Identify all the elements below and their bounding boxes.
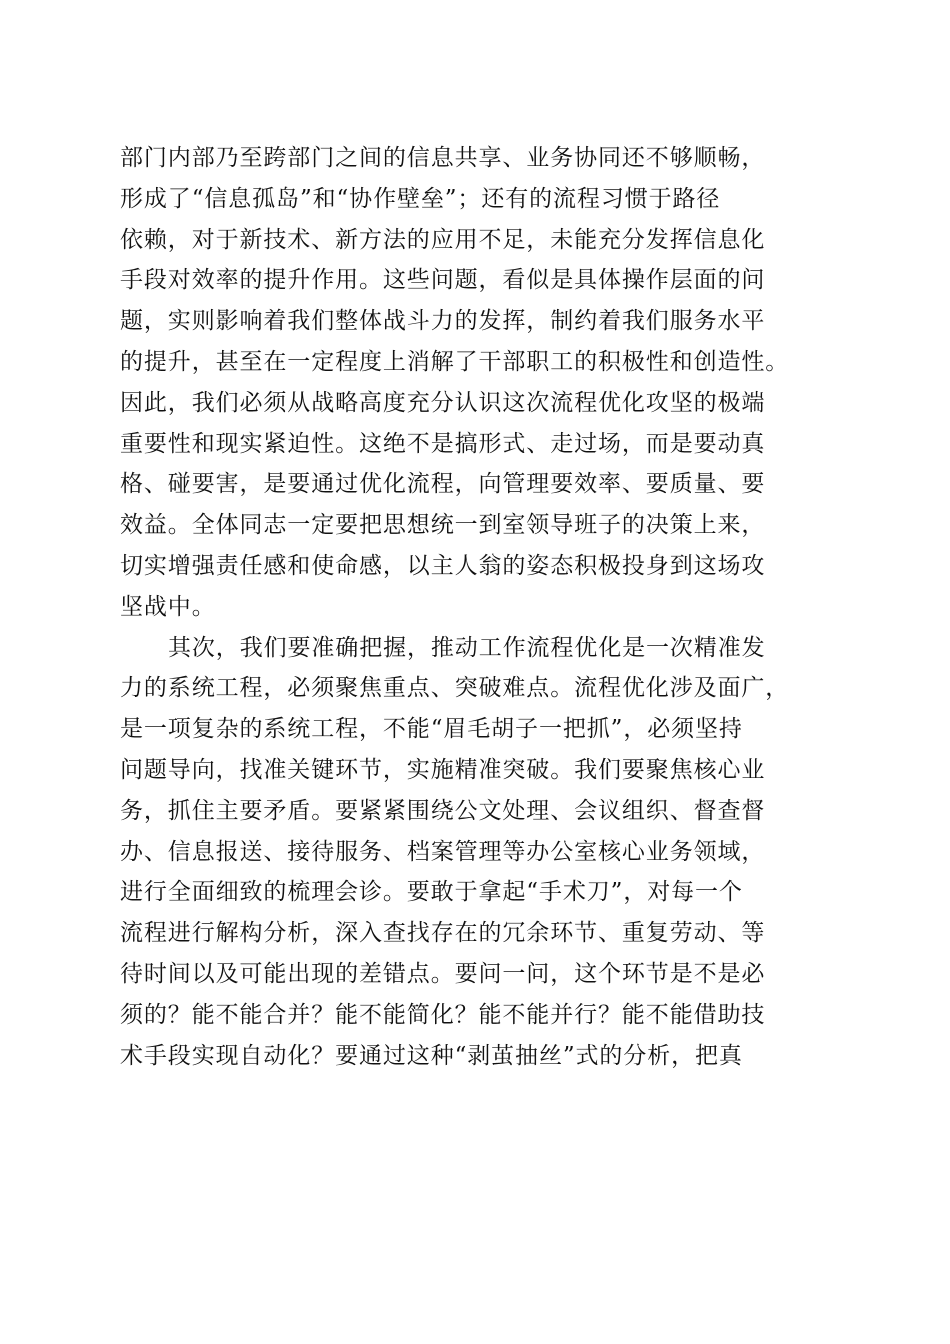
text-line: 效益。全体同志一定要把思想统一到室领导班子的决策上来， <box>120 512 766 539</box>
text-line: 办、信息报送、接待服务、档案管理等办公室核心业务领域， <box>120 838 766 865</box>
text-line: 部门内部乃至跨部门之间的信息共享、业务协同还不够顺畅， <box>120 145 766 171</box>
text-line: 形成了“信息孤岛”和“协作壁垒”；还有的流程习惯于路径 <box>120 185 721 212</box>
text-line: 须的？能不能合并？能不能简化？能不能并行？能不能借助技 <box>120 1001 766 1028</box>
text-line: 进行全面细致的梳理会诊。要敢于拿起“手术刀”，对每一个 <box>120 879 743 906</box>
text-line: 术手段实现自动化？要通过这种“剥茧抽丝”式的分析，把真 <box>120 1042 743 1069</box>
text-line: 切实增强责任感和使命感，以主人翁的姿态积极投身到这场攻 <box>120 552 766 579</box>
text-line: 格、碰要害，是要通过优化流程，向管理要效率、要质量、要 <box>120 471 766 498</box>
text-line: 问题导向，找准关键环节，实施精准突破。我们要聚焦核心业 <box>120 756 766 783</box>
text-line: 依赖，对于新技术、新方法的应用不足，未能充分发挥信息化 <box>120 226 766 253</box>
document-body <box>120 138 840 1076</box>
text-line: 题，实则影响着我们整体战斗力的发挥，制约着我们服务水平 <box>120 308 766 335</box>
paragraph-1 <box>120 138 840 628</box>
text-line: 坚战中。 <box>120 593 216 620</box>
text-line: 是一项复杂的系统工程，不能“眉毛胡子一把抓”，必须坚持 <box>120 716 743 743</box>
text-line: 手段对效率的提升作用。这些问题，看似是具体操作层面的问 <box>120 267 766 294</box>
paragraph-2 <box>120 628 840 1077</box>
text-line: 务，抓住主要矛盾。要紧紧围绕公文处理、会议组织、督查督 <box>120 797 766 824</box>
text-line: 流程进行解构分析，深入查找存在的冗余环节、重复劳动、等 <box>120 920 766 947</box>
text-line: 因此，我们必须从战略高度充分认识这次流程优化攻坚的极端 <box>120 389 766 416</box>
text-line: 的提升，甚至在一定程度上消解了干部职工的积极性和创造性。 <box>120 348 790 375</box>
text-line-first-indented: 其次，我们要准确把握，推动工作流程优化是一次精准发 <box>168 634 766 661</box>
text-line: 重要性和现实紧迫性。这绝不是搞形式、走过场，而是要动真 <box>120 430 766 457</box>
text-line: 力的系统工程，必须聚焦重点、突破难点。流程优化涉及面广， <box>120 675 790 702</box>
text-line: 待时间以及可能出现的差错点。要问一问，这个环节是不是必 <box>120 960 766 987</box>
